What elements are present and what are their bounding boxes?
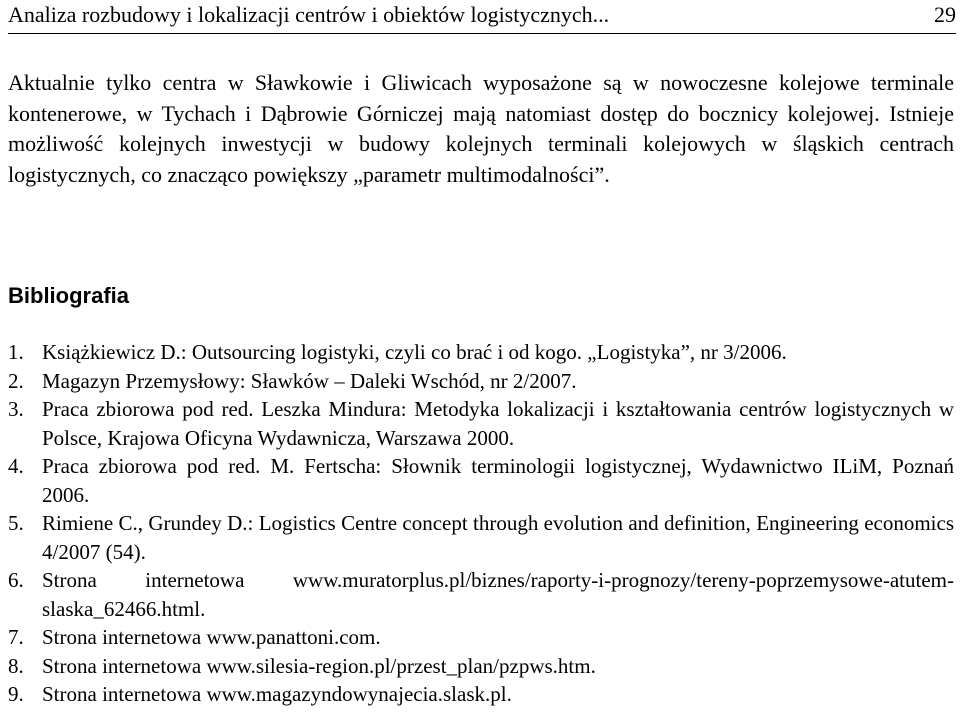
list-item-text: Strona internetowa www.silesia-region.pl/przest_plan/pzpws.htm. — [42, 653, 596, 678]
list-item — [8, 652, 954, 681]
list-item-number: 5. — [8, 511, 24, 535]
list-item-text: Magazyn Przemysłowy: Sławków – Daleki Wschód, nr 2/2007. — [42, 368, 577, 393]
list-item-text: Strona internetowa www.muratorplus.pl/biznes/raporty-i-prognozy/tereny-poprzemysowe-atutem-slaska_62466.html. — [42, 568, 954, 621]
list-item-number: 8. — [8, 653, 24, 678]
list-item-number: 6. — [8, 568, 24, 592]
list-item-number: 4. — [8, 454, 24, 478]
list-item-text: Książkiewicz D.: Outsourcing logistyki, czyli co brać i od kogo. „Logistyka”, nr 3/2006. — [42, 340, 787, 364]
list-item-text: Strona internetowa www.panattoni.com. — [42, 625, 381, 649]
list-item — [8, 566, 954, 623]
list-item-number: 9. — [8, 682, 24, 706]
list-item — [8, 509, 954, 566]
list-item — [8, 623, 954, 652]
body-paragraph: Aktualnie tylko centra w Sławkowie i Gliwicach wyposażone są w nowoczesne kolejowe terminale kontenerowe, w Tychach i Dąbrowie Górniczej mają natomiast dostęp do bocznicy kolejowej. Istnieje możliwość kolejnych inwestycji w budowy kolejnych terminali kolejowych w śląskich centrach logistycznych, co znacząco powiększy „parametr multimodalności”. — [8, 70, 954, 187]
list-item-text: Rimiene C., Grundey D.: Logistics Centre concept through evolution and definition, Engineering economics 4/2007 (54). — [42, 511, 954, 564]
page-header — [8, 0, 956, 34]
list-item-number: 1. — [8, 340, 24, 364]
bibliography-list — [8, 338, 954, 709]
list-item — [8, 680, 954, 709]
list-item — [8, 367, 954, 396]
list-item — [8, 452, 954, 509]
running-title: Analiza rozbudowy i lokalizacji centrów i obiektów logistycznych... — [8, 2, 610, 27]
page-number: 29 — [934, 2, 956, 27]
list-item-number: 7. — [8, 625, 24, 649]
list-item-text: Praca zbiorowa pod red. Leszka Mindura: Metodyka lokalizacji i kształtowania centrów logistycznych w Polsce, Krajowa Oficyna Wydawnicza, Warszawa 2000. — [42, 397, 954, 450]
list-item — [8, 338, 954, 367]
list-item-number: 2. — [8, 368, 24, 393]
list-item-number: 3. — [8, 397, 24, 421]
bibliography-heading: Bibliografia — [8, 283, 130, 308]
list-item-text: Strona internetowa www.magazyndowynajecia.slask.pl. — [42, 682, 512, 706]
list-item-text: Praca zbiorowa pod red. M. Fertscha: Słownik terminologii logistycznej, Wydawnictwo ILiM, Poznań 2006. — [42, 454, 954, 507]
list-item — [8, 395, 954, 452]
